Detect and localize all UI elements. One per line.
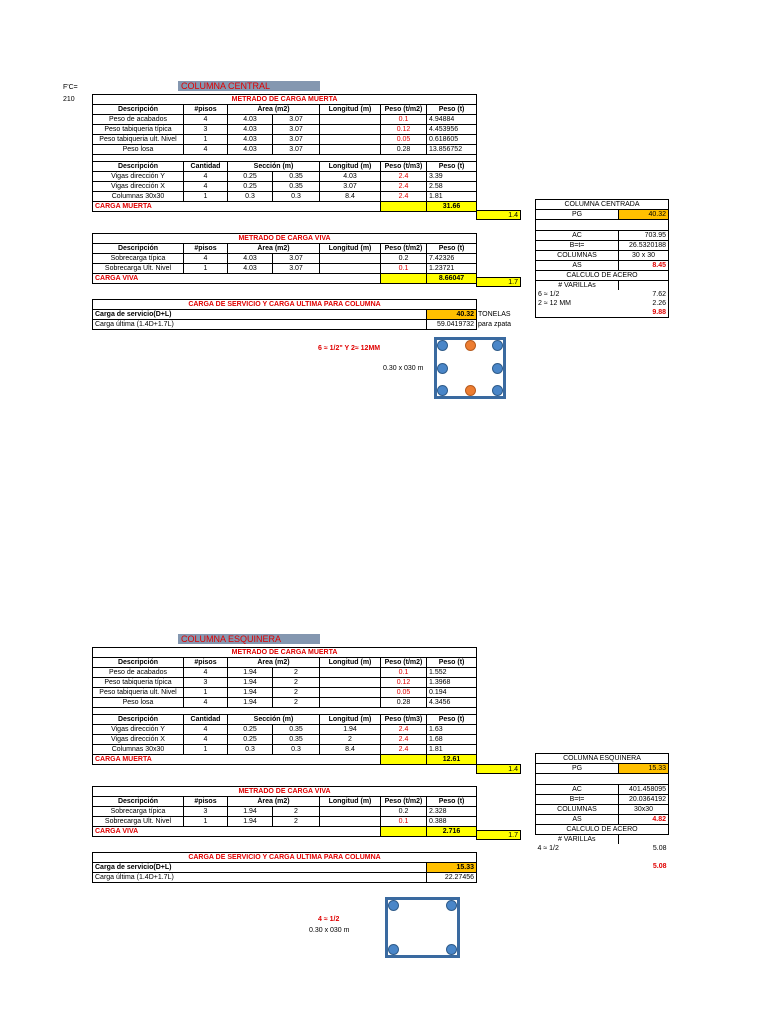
- pg-label: PG: [536, 210, 619, 220]
- acero-total: 9.88: [619, 308, 669, 318]
- as-label: AS: [536, 261, 619, 271]
- cell: 4: [184, 668, 228, 678]
- rebar-circle: [446, 944, 457, 955]
- rebar-circle: [492, 363, 503, 374]
- cell: 0.3: [228, 192, 273, 202]
- cell: 13.856752: [427, 145, 477, 155]
- spacer: [381, 274, 427, 284]
- cell: 1.3968: [427, 678, 477, 688]
- cell: Vigas dirección Y: [93, 725, 184, 735]
- bar-desc: 6 ≈ 1/2: [536, 290, 619, 299]
- b-label: B=t=: [536, 795, 619, 805]
- cell: [320, 698, 381, 708]
- acero-title: CALCULO DE ACERO: [536, 825, 669, 835]
- col-header: Área (m2): [228, 244, 320, 254]
- col-header: Peso (t/m2): [381, 244, 427, 254]
- bar-desc: 4 ≈ 1/2: [537, 844, 559, 852]
- rebar-circle: [388, 900, 399, 911]
- service-load-value: 40.32: [427, 310, 477, 320]
- cell: Sobrecarga Ult. Nivel: [93, 264, 184, 274]
- as-label: AS: [536, 815, 619, 825]
- ultimate-load-label: Carga última (1.4D+1.7L): [93, 320, 427, 330]
- col-header: Cantidad: [184, 715, 228, 725]
- acero-total: 5.08: [652, 862, 667, 870]
- cell: 2: [273, 688, 320, 698]
- table-row: [93, 817, 477, 827]
- table-row: [93, 135, 477, 145]
- cell: 4: [184, 172, 228, 182]
- fc-value: 210: [63, 96, 75, 103]
- cell: 2: [273, 698, 320, 708]
- rebar-circle: [437, 340, 448, 351]
- cell: 1.23721: [427, 264, 477, 274]
- col-header: Longitud (m): [320, 244, 381, 254]
- col-header: #pisos: [184, 105, 228, 115]
- b-value: 20.0364192: [619, 795, 669, 805]
- spacer: [536, 308, 619, 318]
- live-total-label: CARGA VIVA: [93, 827, 381, 837]
- cell: [320, 135, 381, 145]
- col-header: Peso (t/m3): [381, 715, 427, 725]
- cell: Peso losa: [93, 145, 184, 155]
- cell: 0.3: [273, 745, 320, 755]
- col-header: Área (m2): [228, 797, 320, 807]
- dead-total-label: CARGA MUERTA: [93, 755, 381, 765]
- central-reinforcement-label: 6 ≈ 1/2" Y 2≈ 12MM: [318, 345, 381, 352]
- rebar-circle: [465, 385, 476, 396]
- central-live-section: METRADO DE CARGA VIVA: [93, 234, 477, 244]
- spacer: [536, 862, 619, 871]
- cell: 1: [184, 264, 228, 274]
- acero-title: CALCULO DE ACERO: [536, 271, 669, 281]
- table-row: [93, 115, 477, 125]
- ac-label: AC: [536, 231, 619, 241]
- cell: 3.07: [273, 145, 320, 155]
- cell: 2.4: [381, 172, 427, 182]
- cell: [320, 145, 381, 155]
- rebar-circle: [437, 385, 448, 396]
- table-row: [93, 192, 477, 202]
- cell: 2.4: [381, 725, 427, 735]
- cell: 0.1: [381, 668, 427, 678]
- cell: 3.07: [273, 264, 320, 274]
- corner-reinforcement-label: 4 ≈ 1/2: [318, 916, 340, 923]
- cell: 1.94: [320, 725, 381, 735]
- cell: 4.03: [228, 145, 273, 155]
- cell: 4.03: [228, 115, 273, 125]
- table-row: [93, 688, 477, 698]
- live-factor: 1.7: [476, 277, 521, 287]
- side-title: COLUMNA ESQUINERA: [536, 754, 669, 764]
- col-header: Área (m2): [228, 105, 320, 115]
- spacer: [536, 774, 669, 785]
- cell: Peso de acabados: [93, 668, 184, 678]
- cell: 0.618605: [427, 135, 477, 145]
- cell: 1.63: [427, 725, 477, 735]
- cell: Peso tabiqueria típica: [93, 678, 184, 688]
- cell: 1.94: [228, 698, 273, 708]
- table-row: [93, 172, 477, 182]
- cell: 4: [184, 145, 228, 155]
- cell: 1.94: [228, 678, 273, 688]
- cell: 4.94884: [427, 115, 477, 125]
- pg-value: 15.33: [619, 764, 669, 774]
- cell: 4: [184, 735, 228, 745]
- b-label: B=t=: [536, 241, 619, 251]
- cell: 0.25: [228, 725, 273, 735]
- cell: [320, 254, 381, 264]
- corner-dead-section: METRADO DE CARGA MUERTA: [93, 648, 477, 658]
- col-header: Longitud (m): [320, 715, 381, 725]
- cell: Sobrecarga Ult. Nivel: [93, 817, 184, 827]
- cell: 1.94: [228, 807, 273, 817]
- cell: 0.1: [381, 817, 427, 827]
- ac-value: 703.95: [619, 231, 669, 241]
- ac-label: AC: [536, 785, 619, 795]
- spacer: [381, 827, 427, 837]
- col-header: Peso (t): [427, 244, 477, 254]
- col-header: Peso (t): [427, 797, 477, 807]
- table-row: [93, 698, 477, 708]
- cell: 0.05: [381, 688, 427, 698]
- cell: Peso tabiqueria típica: [93, 125, 184, 135]
- cell: Columnas 30x30: [93, 745, 184, 755]
- cell: 4.03: [320, 172, 381, 182]
- cell: 4.03: [228, 264, 273, 274]
- dead-total: 31.66: [427, 202, 477, 212]
- service-unit: TONELAS: [478, 311, 511, 318]
- cell: 2.4: [381, 745, 427, 755]
- cell: 4: [184, 254, 228, 264]
- cell: 2.58: [427, 182, 477, 192]
- cell: 4.03: [228, 125, 273, 135]
- pg-label: PG: [536, 764, 619, 774]
- spacer: [381, 755, 427, 765]
- col-label: COLUMNAS: [536, 805, 619, 815]
- b-value: 26.5320188: [619, 241, 669, 251]
- cell: Peso de acabados: [93, 115, 184, 125]
- cell: 2.328: [427, 807, 477, 817]
- cell: [320, 807, 381, 817]
- ultimate-load-value: 59.0419732: [427, 320, 477, 330]
- dead-total: 12.61: [427, 755, 477, 765]
- cell: Vigas dirección X: [93, 182, 184, 192]
- corner-title: COLUMNA ESQUINERA: [178, 634, 320, 644]
- col-value: 30x30: [619, 805, 669, 815]
- cell: 8.4: [320, 192, 381, 202]
- rebar-circle: [465, 340, 476, 351]
- cell: 7.42326: [427, 254, 477, 264]
- cell: Peso tabiqueria ult. Nivel: [93, 135, 184, 145]
- cell: [320, 817, 381, 827]
- cell: 3.07: [273, 115, 320, 125]
- central-dimension-label: 0.30 x 030 m: [383, 365, 424, 372]
- table-row: [93, 735, 477, 745]
- cell: Peso tabiqueria ult. Nivel: [93, 688, 184, 698]
- cell: 4.453956: [427, 125, 477, 135]
- corner-dead-table: [92, 647, 477, 765]
- cell: 1: [184, 817, 228, 827]
- central-dead-section: METRADO DE CARGA MUERTA: [93, 95, 477, 105]
- cell: Vigas dirección X: [93, 735, 184, 745]
- cell: 0.388: [427, 817, 477, 827]
- col-header: Longitud (m): [320, 105, 381, 115]
- cell: 0.3: [228, 745, 273, 755]
- bar-desc: 2 ≈ 12 MM: [536, 299, 619, 308]
- rebar-circle: [446, 900, 457, 911]
- col-label: COLUMNAS: [536, 251, 619, 261]
- col-header: Sección (m): [228, 715, 320, 725]
- ultimate-unit: para zpata: [478, 321, 512, 328]
- live-total: 2.716: [427, 827, 477, 837]
- table-row: [93, 725, 477, 735]
- col-header: Longitud (m): [320, 797, 381, 807]
- cell: 4.3456: [427, 698, 477, 708]
- table-row: [93, 678, 477, 688]
- cell: 1.94: [228, 688, 273, 698]
- rebar-circle: [492, 385, 503, 396]
- service-load-label: Carga de servicio(D+L): [93, 310, 427, 320]
- col-header: Peso (t/m2): [381, 658, 427, 668]
- as-value: 8.45: [619, 261, 669, 271]
- spacer: [619, 281, 669, 291]
- spacer: [93, 708, 477, 715]
- central-side-panel: [535, 199, 669, 318]
- cell: Peso losa: [93, 698, 184, 708]
- table-row: [93, 668, 477, 678]
- cell: 1.81: [427, 192, 477, 202]
- cell: 0.25: [228, 735, 273, 745]
- cell: 1.94: [228, 668, 273, 678]
- rebar-circle: [437, 363, 448, 374]
- col-header: Peso (t/m2): [381, 797, 427, 807]
- table-row: [93, 807, 477, 817]
- cell: 2: [273, 678, 320, 688]
- cell: 0.35: [273, 182, 320, 192]
- cell: Vigas dirección Y: [93, 172, 184, 182]
- service-load-label: Carga de servicio(D+L): [93, 863, 427, 873]
- cell: 2: [273, 807, 320, 817]
- corner-column-section: [385, 897, 460, 958]
- cell: 0.1: [381, 264, 427, 274]
- col-header: Área (m2): [228, 658, 320, 668]
- cell: 0.3: [273, 192, 320, 202]
- dead-factor: 1.4: [476, 764, 521, 774]
- col-header: Sección (m): [228, 162, 320, 172]
- cell: 0.25: [228, 182, 273, 192]
- col-header: Peso (t): [427, 658, 477, 668]
- cell: 1: [184, 135, 228, 145]
- cell: 4: [184, 725, 228, 735]
- cell: Sobrecarga típica: [93, 807, 184, 817]
- cell: 1.552: [427, 668, 477, 678]
- corner-service-table: [92, 852, 477, 883]
- cell: 0.2: [381, 807, 427, 817]
- cell: 0.35: [273, 735, 320, 745]
- ultimate-load-label: Carga última (1.4D+1.7L): [93, 873, 427, 883]
- cell: 1.68: [427, 735, 477, 745]
- cell: 2.4: [381, 192, 427, 202]
- table-row: [93, 125, 477, 135]
- col-header: Peso (t/m3): [381, 162, 427, 172]
- varillas-label: # VARILLAs: [557, 835, 596, 843]
- col-header: #pisos: [184, 658, 228, 668]
- cell: 3: [184, 807, 228, 817]
- bar-area: 5.08: [652, 844, 667, 852]
- cell: 1.94: [228, 817, 273, 827]
- spacer: [381, 202, 427, 212]
- live-factor: 1.7: [476, 830, 521, 840]
- cell: 2.4: [381, 182, 427, 192]
- col-header: Descripción: [93, 105, 184, 115]
- cell: 0.35: [273, 725, 320, 735]
- side-title: COLUMNA CENTRADA: [536, 200, 669, 210]
- table-row: [93, 264, 477, 274]
- pg-value: 40.32: [619, 210, 669, 220]
- cell: 0.12: [381, 678, 427, 688]
- cell: Columnas 30x30: [93, 192, 184, 202]
- central-live-table: [92, 233, 477, 284]
- central-column-section: [434, 337, 506, 399]
- corner-side-panel: [535, 753, 669, 871]
- live-total-label: CARGA VIVA: [93, 274, 381, 284]
- cell: 3.07: [273, 254, 320, 264]
- col-value: 30 x 30: [619, 251, 669, 261]
- cell: 1: [184, 688, 228, 698]
- corner-live-section: METRADO DE CARGA VIVA: [93, 787, 477, 797]
- table-row: [93, 745, 477, 755]
- corner-live-table: [92, 786, 477, 837]
- cell: 4: [184, 182, 228, 192]
- spacer: [536, 853, 619, 862]
- col-header: Peso (t/m2): [381, 105, 427, 115]
- col-header: Peso (t): [427, 105, 477, 115]
- col-header: #pisos: [184, 797, 228, 807]
- spacer: [619, 853, 669, 862]
- corner-dimension-label: 0.30 x 030 m: [309, 927, 350, 934]
- central-dead-table: [92, 94, 477, 212]
- live-total: 8.66047: [427, 274, 477, 284]
- cell: 3.07: [273, 135, 320, 145]
- col-header: Descripción: [93, 715, 184, 725]
- central-title: COLUMNA CENTRAL: [178, 81, 320, 91]
- dead-factor: 1.4: [476, 210, 521, 220]
- cell: [320, 264, 381, 274]
- cell: 8.4: [320, 745, 381, 755]
- cell: 3: [184, 678, 228, 688]
- dead-total-label: CARGA MUERTA: [93, 202, 381, 212]
- cell: 3.07: [320, 182, 381, 192]
- service-load-value: 15.33: [427, 863, 477, 873]
- col-header: Descripción: [93, 162, 184, 172]
- col-header: Descripción: [93, 658, 184, 668]
- cell: Sobrecarga típica: [93, 254, 184, 264]
- central-service-section: CARGA DE SERVICIO Y CARGA ULTIMA PARA COLUMNA: [93, 300, 477, 310]
- cell: 0.05: [381, 135, 427, 145]
- col-header: Peso (t): [427, 162, 477, 172]
- cell: 0.35: [273, 172, 320, 182]
- spacer: [93, 155, 477, 162]
- varillas-label: # VARILLAs: [536, 281, 619, 291]
- ac-value: 401.458095: [619, 785, 669, 795]
- cell: 0.12: [381, 125, 427, 135]
- cell: 1.81: [427, 745, 477, 755]
- col-header: Descripción: [93, 244, 184, 254]
- cell: 4: [184, 115, 228, 125]
- cell: 2: [273, 668, 320, 678]
- spacer: [619, 835, 669, 845]
- cell: 3: [184, 125, 228, 135]
- cell: 4: [184, 698, 228, 708]
- cell: 0.28: [381, 145, 427, 155]
- table-row: [93, 182, 477, 192]
- cell: 3.39: [427, 172, 477, 182]
- cell: 0.28: [381, 698, 427, 708]
- col-header: Peso (t): [427, 715, 477, 725]
- table-row: [93, 145, 477, 155]
- col-header: Longitud (m): [320, 658, 381, 668]
- bar-area: 2.26: [619, 299, 669, 308]
- cell: 3.07: [273, 125, 320, 135]
- fc-label: F'C=: [63, 84, 78, 91]
- col-header: Cantidad: [184, 162, 228, 172]
- cell: [320, 668, 381, 678]
- col-header: #pisos: [184, 244, 228, 254]
- cell: 0.2: [381, 254, 427, 264]
- cell: 1: [184, 745, 228, 755]
- col-header: Longitud (m): [320, 162, 381, 172]
- cell: 2: [320, 735, 381, 745]
- cell: 1: [184, 192, 228, 202]
- as-value: 4.82: [619, 815, 669, 825]
- central-service-table: [92, 299, 477, 330]
- cell: 0.1: [381, 115, 427, 125]
- spacer: [536, 220, 669, 231]
- cell: 4.03: [228, 254, 273, 264]
- cell: 0.25: [228, 172, 273, 182]
- cell: [320, 688, 381, 698]
- col-header: Descripción: [93, 797, 184, 807]
- cell: [320, 115, 381, 125]
- rebar-circle: [388, 944, 399, 955]
- corner-service-section: CARGA DE SERVICIO Y CARGA ULTIMA PARA COLUMNA: [93, 853, 477, 863]
- cell: 4.03: [228, 135, 273, 145]
- cell: [320, 125, 381, 135]
- rebar-circle: [492, 340, 503, 351]
- cell: 2.4: [381, 735, 427, 745]
- cell: 2: [273, 817, 320, 827]
- bar-area: 7.62: [619, 290, 669, 299]
- table-row: [93, 254, 477, 264]
- ultimate-load-value: 22.27456: [427, 873, 477, 883]
- cell: 0.194: [427, 688, 477, 698]
- cell: [320, 678, 381, 688]
